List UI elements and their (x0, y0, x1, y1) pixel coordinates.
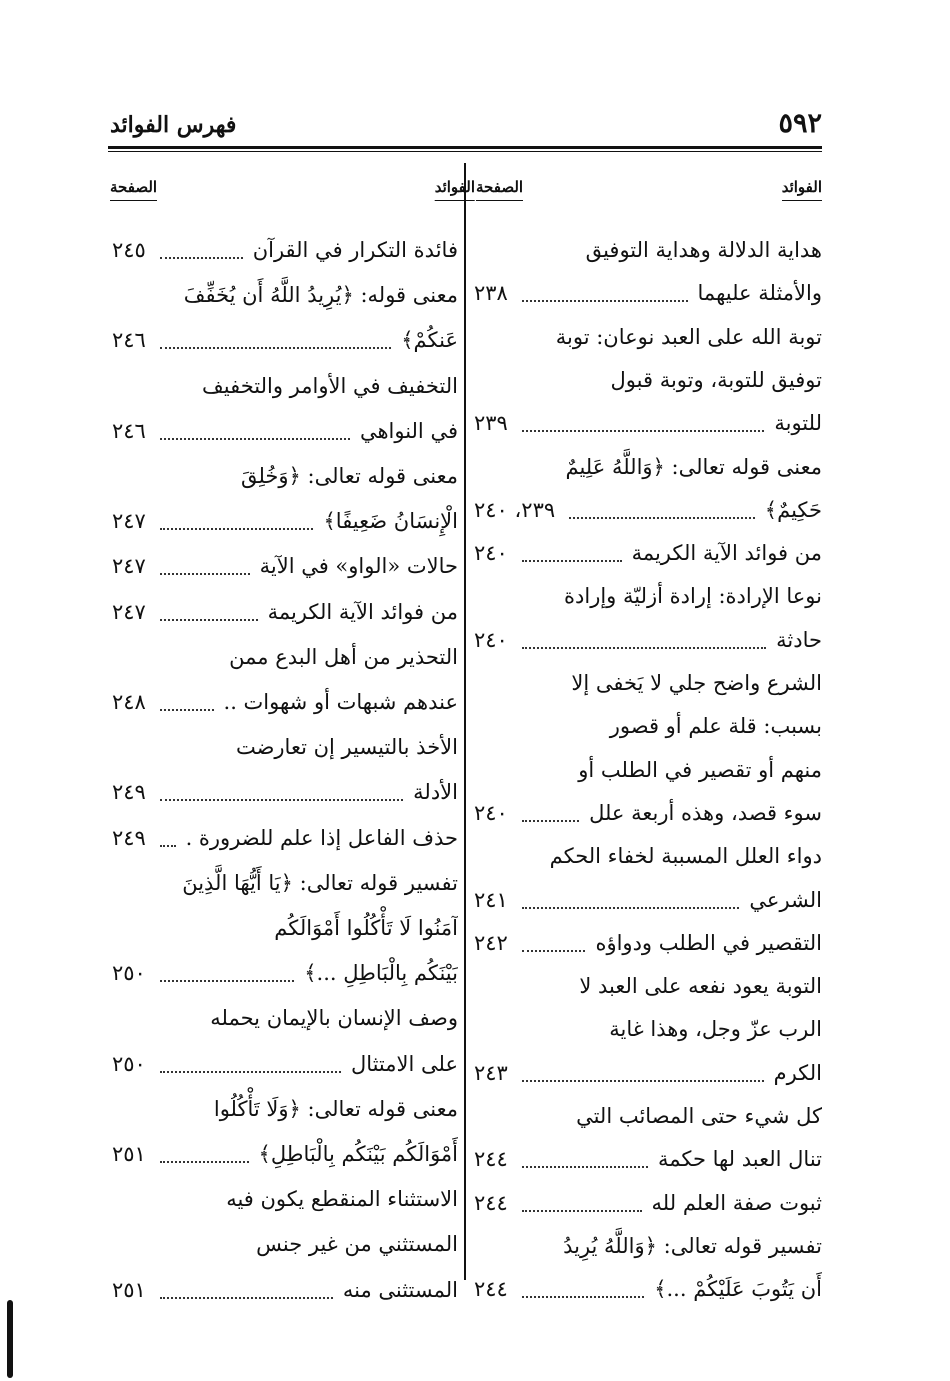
index-line (474, 614, 822, 658)
index-line (112, 1173, 458, 1217)
index-line (474, 354, 822, 398)
header-rule-thin (108, 151, 822, 152)
index-line (474, 527, 822, 571)
header-rule-thick (108, 146, 822, 149)
index-line (474, 1177, 822, 1221)
entry-text: الرب عزّ وجل، وهذا غاية (609, 1017, 822, 1042)
entry-text: الشرعي (749, 887, 822, 912)
entry-text: الشرع واضح جلي لا يَخفى إلا (571, 671, 822, 695)
leader-dots (160, 799, 403, 801)
index-line (112, 676, 458, 720)
index-line (474, 830, 822, 874)
index-line (112, 314, 458, 358)
index-line (112, 631, 458, 675)
entry-text: حَكِيمٌ﴾ (764, 497, 822, 522)
leader-dots (522, 1296, 644, 1298)
entry-page: ٢٥١ (112, 1142, 146, 1166)
leader-dots (522, 1210, 642, 1212)
index-line (112, 902, 458, 946)
entry-page: ٢٤٢ (474, 930, 508, 955)
entry-text: هداية الدلالة وهداية التوفيق (585, 238, 822, 262)
index-line (112, 224, 458, 268)
index-line (112, 1264, 458, 1308)
entry-text: والأمثلة عليهما (697, 281, 822, 306)
entry-page: ٢٤٧ (112, 509, 146, 534)
leader-dots (160, 438, 350, 440)
leader-dots (522, 430, 764, 432)
entry-text: من فوائد الآية الكريمة (631, 541, 822, 566)
entry-page: ٢٤٦ (112, 418, 146, 443)
entry-page: ٢٤٩ (112, 825, 146, 850)
index-line (474, 1003, 822, 1047)
index-line (474, 267, 822, 311)
index-line (474, 484, 822, 528)
left-col-head-benefits: الفوائد (435, 178, 475, 201)
entry-page: ٢٤٦ (112, 328, 146, 353)
page-number: ٥٩٢ (778, 108, 822, 139)
entry-page: ٢٤٩ (112, 780, 146, 805)
leader-dots (160, 1297, 333, 1299)
entry-text: دواء العلل المسببة لخفاء الحكم (549, 844, 822, 869)
entry-page: ٢٥٠ (112, 1051, 146, 1076)
index-line (112, 947, 458, 991)
entry-text: توبة الله على العبد نوعان: توبة (555, 324, 822, 349)
index-line (474, 1263, 822, 1307)
index-line (474, 1220, 822, 1264)
entry-text: سوء قصد، وهذه أربعة علل (589, 800, 822, 825)
entry-text: أَن يَتُوبَ عَلَيْكُمْ ...﴾ (654, 1277, 822, 1302)
index-line (474, 1133, 822, 1177)
leader-dots (160, 619, 258, 621)
entry-page: ٢٤٣ (474, 1060, 508, 1085)
entry-text: بسبب: قلة علم أو قصور (609, 714, 822, 739)
entry-page: ٢٥٠ (112, 961, 146, 986)
index-line (112, 1083, 458, 1127)
entry-text: التحذير من أهل البدع ممن (229, 644, 458, 669)
entry-text: عَنكُمْ﴾ (401, 328, 458, 353)
index-line (474, 960, 822, 1004)
entry-page: ٢٥١ (112, 1277, 146, 1302)
entry-page: ٢٣٩، ٢٤٠ (474, 497, 556, 522)
entry-text: بَيْنَكُم بِالْبَاطِلِ ...﴾ (304, 961, 458, 986)
entry-text: المستثني من غير جنس (256, 1232, 458, 1257)
index-line (112, 721, 458, 765)
index-line (112, 405, 458, 449)
entry-text: من فوائد الآية الكريمة (267, 599, 458, 624)
entry-page: ٢٤٨ (112, 690, 146, 714)
index-line (474, 224, 822, 268)
leader-dots (160, 1071, 341, 1073)
entry-text: فائدة التكرار في القرآن (252, 238, 458, 262)
index-line (474, 1090, 822, 1134)
index-line (474, 441, 822, 485)
right-col-head-page: الصفحة (476, 178, 523, 201)
index-line (474, 744, 822, 788)
entry-page: ٢٤٧ (112, 599, 146, 624)
leader-dots (160, 257, 243, 259)
entry-page: ٢٤٤ (474, 1147, 508, 1172)
entry-text: أَمْوَالَكُم بَيْنَكُم بِالْبَاطِلِ﴾ (258, 1142, 458, 1166)
entry-text: معنى قوله تعالى: ﴿وَاللَّهُ عَلِيمٌ (565, 454, 822, 479)
entry-text: الاستثناء المنقطع يكون فيه (226, 1187, 458, 1212)
index-line (112, 586, 458, 630)
entry-text: ثبوت صفة العلم لله (651, 1190, 822, 1215)
entry-text: آمَنُوا لَا تَأْكُلُوا أَمْوَالَكُم (274, 916, 458, 940)
entry-text: تنال العبد لها حكمة (657, 1147, 822, 1172)
entry-text: معنى قوله: ﴿يُرِيدُ اللَّهُ أَن يُخَفِّفَ (183, 283, 458, 308)
entry-page: ٢٤٧ (112, 554, 146, 579)
index-line (112, 1038, 458, 1082)
leader-dots (160, 1161, 249, 1163)
index-line (112, 495, 458, 539)
index-line (112, 1128, 458, 1172)
leader-dots (569, 517, 755, 519)
entry-page: ٢٤٥ (112, 238, 146, 262)
entry-text: حذف الفاعل إذا علم للضرورة . (185, 825, 458, 850)
index-line (474, 570, 822, 614)
index-line (474, 657, 822, 701)
entry-text: منهم أو تقصير في الطلب أو (578, 757, 822, 782)
leader-dots (160, 573, 250, 575)
entry-text: تفسير قوله تعالى: ﴿يَا أَيُّهَا الَّذِينَ (182, 870, 458, 895)
entry-page: ٢٤١ (474, 887, 508, 912)
entry-text: معنى قوله تعالى: ﴿وَخُلِقَ (240, 464, 458, 488)
index-line (112, 1218, 458, 1262)
entry-text: التوبة يعود نفعه على العبد لا (579, 974, 822, 999)
entry-page: ٢٤٠ (474, 627, 508, 652)
entry-text: الأخذ بالتيسير إن تعارضت (235, 735, 458, 760)
leader-dots (160, 347, 391, 349)
column-separator (464, 163, 466, 1280)
leader-dots (522, 1166, 648, 1168)
entry-text: عندهم شبهات أو شهوات .. (223, 690, 458, 714)
leader-dots (522, 560, 622, 562)
entry-text: التخفيف في الأوامر والتخفيف (202, 373, 458, 398)
leader-dots (522, 907, 739, 909)
entry-text: توفيق للتوبة، وتوبة قبول (610, 367, 822, 392)
index-line (474, 311, 822, 355)
entry-text: كل شيء حتى المصائب التي (576, 1104, 822, 1128)
entry-text: في النواهي (359, 418, 458, 443)
leader-dots (522, 820, 579, 822)
index-line (474, 1047, 822, 1091)
index-line (112, 766, 458, 810)
leader-dots (522, 950, 585, 952)
entry-text: على الامتثال (350, 1051, 458, 1076)
entry-text: معنى قوله تعالى: ﴿وَلَا تَأْكُلُوا (213, 1096, 458, 1121)
entry-text: نوعا الإرادة: إرادة أزليّة وإرادة (564, 584, 822, 609)
entry-text: تفسير قوله تعالى: ﴿وَاللَّهُ يُرِيدُ (563, 1233, 822, 1258)
leader-dots (160, 528, 313, 530)
entry-text: التقصير في الطلب ودواؤه (595, 930, 822, 955)
index-line (112, 812, 458, 856)
index-line (112, 360, 458, 404)
entry-text: المستثنى منه (342, 1277, 458, 1302)
entry-page: ٢٤٠ (474, 800, 508, 825)
header-title: فهرس الفوائد (110, 112, 237, 138)
index-line (112, 540, 458, 584)
leader-dots (160, 980, 294, 982)
entry-page: ٢٤٤ (474, 1190, 508, 1215)
entry-text: وصف الإنسان بالإيمان يحمله (210, 1006, 458, 1031)
entry-page: ٢٣٨ (474, 281, 508, 306)
entry-text: الأدلة (413, 780, 458, 805)
entry-text: للتوبة (774, 411, 822, 436)
index-line (112, 269, 458, 313)
entry-page: ٢٣٩ (474, 411, 508, 436)
entry-text: حالات «الواو» في الآية (259, 554, 458, 579)
right-col-head-benefits: الفوائد (782, 178, 822, 201)
index-line (474, 917, 822, 961)
index-line (112, 450, 458, 494)
index-line (474, 397, 822, 441)
left-col-head-page: الصفحة (110, 178, 157, 201)
leader-dots (522, 647, 766, 649)
leader-dots (522, 1080, 764, 1082)
index-line (474, 700, 822, 744)
entry-text: حادثة (776, 627, 822, 652)
index-line (112, 992, 458, 1036)
index-line (112, 857, 458, 901)
leader-dots (160, 709, 214, 711)
margin-mark (7, 1300, 13, 1378)
leader-dots (160, 845, 176, 847)
leader-dots (522, 300, 688, 302)
entry-page: ٢٤٠ (474, 541, 508, 566)
index-line (474, 787, 822, 831)
entry-page: ٢٤٤ (474, 1277, 508, 1302)
entry-text: الكرم (773, 1060, 822, 1085)
index-line (474, 874, 822, 918)
entry-text: الْإِنسَانُ ضَعِيفًا﴾ (323, 509, 458, 534)
